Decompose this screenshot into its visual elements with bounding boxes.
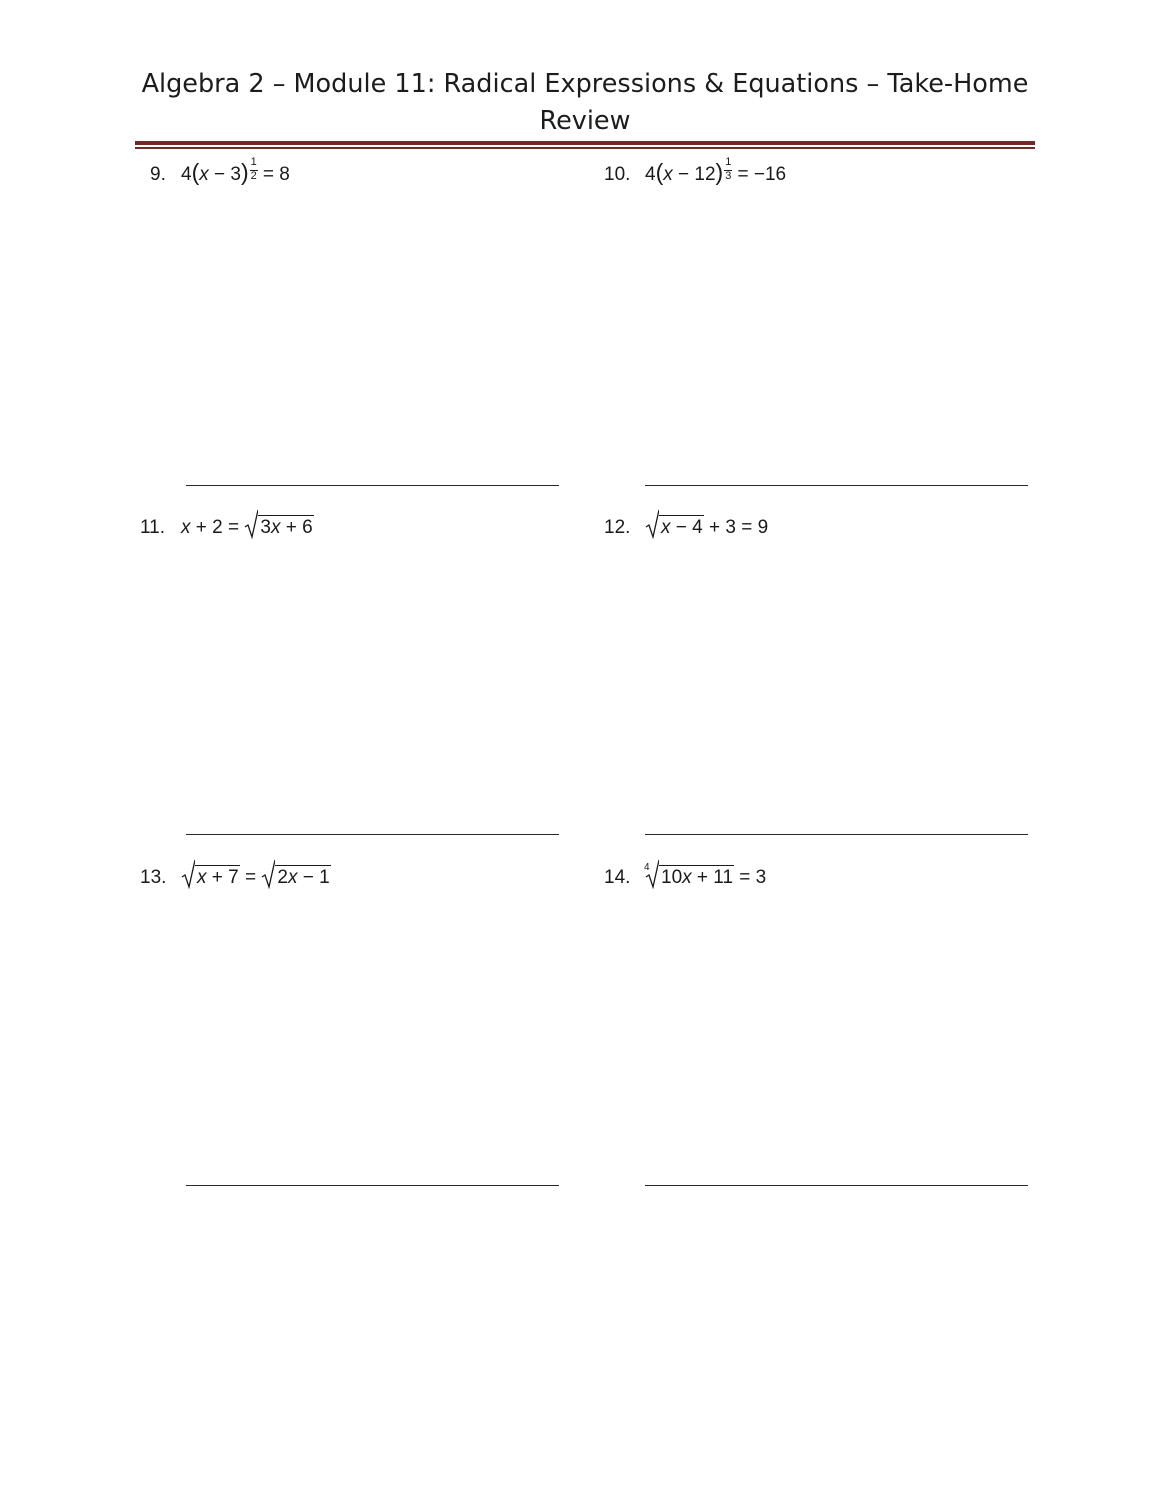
problem-number: 11. xyxy=(140,517,166,538)
problem-10 xyxy=(604,152,1044,192)
square-root xyxy=(245,515,313,539)
title-line-2: Review xyxy=(539,106,631,136)
problem-number: 12. xyxy=(604,517,631,538)
square-root xyxy=(646,515,704,539)
equation xyxy=(181,865,331,889)
title-line-1: Algebra 2 – Module 11: Radical Expressions & Equations – Take-Home xyxy=(141,69,1029,99)
right-paren: ) xyxy=(240,159,249,185)
radicand-coef: 3 xyxy=(260,517,271,538)
radicand xyxy=(258,515,313,539)
coefficient: 4 xyxy=(645,164,656,185)
radicand-coef: 10 xyxy=(661,867,683,888)
equals-rhs: = 8 xyxy=(257,164,290,185)
answer-line-13[interactable] xyxy=(186,1185,559,1186)
radicand-rest: − 4 xyxy=(670,517,703,538)
equation xyxy=(181,515,314,539)
problem-9 xyxy=(150,152,590,192)
problem-number: 9. xyxy=(150,164,166,185)
equation-rest: = 3 xyxy=(734,867,767,888)
equals-sign: = xyxy=(239,867,262,888)
radicand-variable: x xyxy=(270,517,281,538)
fraction-exponent xyxy=(724,156,732,186)
exponent-denominator: 2 xyxy=(250,170,257,182)
header-rule-thin xyxy=(135,147,1035,149)
radicand-rest: − 1 xyxy=(297,867,330,888)
answer-line-9[interactable] xyxy=(186,485,559,486)
equation-rest: + 3 = 9 xyxy=(703,517,769,538)
exponent-numerator: 1 xyxy=(250,156,257,168)
radicand-coef: 2 xyxy=(277,867,288,888)
answer-line-14[interactable] xyxy=(645,1185,1028,1186)
square-root-left xyxy=(182,865,240,889)
radical-sign-icon xyxy=(645,859,659,889)
problem-number: 14. xyxy=(604,867,631,888)
radical-sign-icon xyxy=(244,509,258,539)
page-title xyxy=(135,66,1035,140)
problem-11 xyxy=(140,505,580,545)
radical-sign-icon xyxy=(645,509,659,539)
radicand-rest: + 11 xyxy=(691,867,734,888)
problem-14 xyxy=(604,855,1044,895)
radicand-rest: + 7 xyxy=(206,867,239,888)
base-rest: − 12 xyxy=(672,164,716,185)
answer-line-11[interactable] xyxy=(186,834,559,835)
header-rule-thick xyxy=(135,141,1035,145)
equation xyxy=(645,515,768,539)
left-paren: ( xyxy=(655,159,664,185)
radicand-variable: x xyxy=(661,517,671,538)
problem-13 xyxy=(140,855,580,895)
fraction-exponent xyxy=(250,156,258,186)
radicand-rest: + 6 xyxy=(280,517,313,538)
right-paren: ) xyxy=(715,159,724,185)
left-paren: ( xyxy=(191,159,200,185)
exponent-denominator: 3 xyxy=(725,170,732,182)
variable: x xyxy=(663,164,673,185)
problem-number: 13. xyxy=(140,867,167,888)
fourth-root xyxy=(644,862,734,889)
equation xyxy=(644,862,767,889)
radicand-variable: x xyxy=(197,867,207,888)
radicand xyxy=(659,865,734,889)
coefficient: 4 xyxy=(181,164,192,185)
radical-sign-icon xyxy=(181,859,195,889)
equals-rhs: = −16 xyxy=(732,164,787,185)
radical-sign-icon xyxy=(261,859,275,889)
variable: x xyxy=(199,164,209,185)
variable: x xyxy=(181,517,191,538)
exponent-numerator: 1 xyxy=(725,156,732,168)
radicand-variable: x xyxy=(682,867,692,888)
radicand xyxy=(659,515,704,539)
square-root-right xyxy=(262,865,330,889)
radicand xyxy=(275,865,330,889)
radicand xyxy=(195,865,240,889)
answer-line-10[interactable] xyxy=(645,485,1028,486)
problem-12 xyxy=(604,505,1044,545)
root-index: 4 xyxy=(644,862,650,873)
radicand-variable: x xyxy=(287,867,298,888)
lhs-rest: + 2 = xyxy=(190,517,245,538)
equation xyxy=(181,156,290,186)
problem-number: 10. xyxy=(604,164,631,185)
answer-line-12[interactable] xyxy=(645,834,1028,835)
base-rest: − 3 xyxy=(208,164,241,185)
equation xyxy=(645,156,786,186)
